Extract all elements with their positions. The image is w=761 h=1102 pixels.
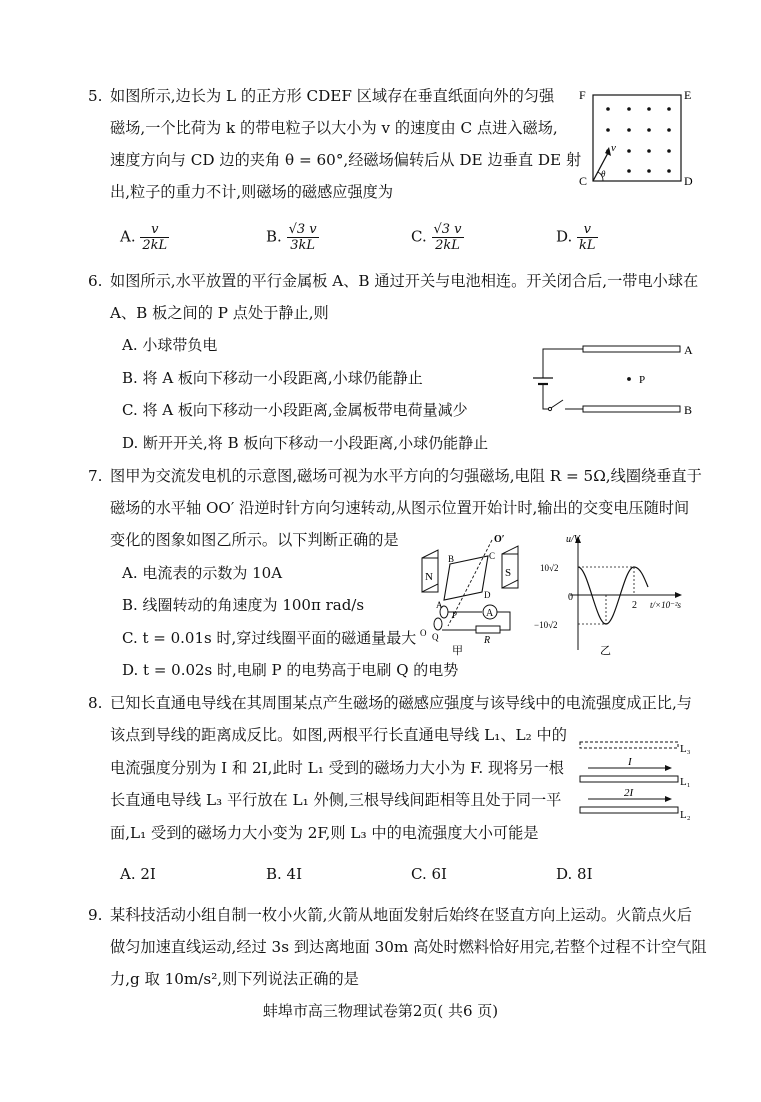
label-O1: O′ [494,534,505,545]
q8-figure [574,732,704,822]
q5-option-d: D. $\frac{v}{kL}$ [556,222,596,253]
q8-line-2: 该点到导线的距离成反比。如图,两根平行长直通电导线 L₁、L₂ 中的 [110,726,567,744]
label-P: P [452,610,458,620]
q8-line-4: 长直通电导线 L₃ 平行放在 L₁ 外侧,三根导线间距相等且处于同一平 [110,791,562,809]
q5-line-4: 出,粒子的重力不计,则磁场的磁感应强度为 [110,183,394,201]
q6-figure [525,336,705,422]
q8-line-3: 电流强度分别为 I 和 2I,此时 L₁ 受到的磁场力大小为 F. 现将另一根 [110,759,564,777]
q8-option-c: C. 6I [411,865,447,883]
current-2I: 2I [624,787,634,799]
caption-jia: 甲 [452,645,463,657]
q7-line-1: 图甲为交流发电机的示意图,磁场可视为水平方向的匀强磁场,电阻 R = 5Ω,线圈绕垂直于 [110,467,702,485]
label-S: S [505,567,512,579]
q8-number: 8. [88,694,103,712]
q5-option-a-fraction: $\frac{v}{2kL}$ [142,222,168,253]
q7-number: 7. [88,467,103,485]
q8-option-a: A. 2I [120,865,156,883]
switch [551,400,563,408]
current-I: I [628,756,632,768]
q5-option-a: A. $\frac{v}{2kL}$ [120,222,168,253]
label-A: A [436,600,443,610]
q9-number: 9. [88,906,103,924]
label-v: v [611,142,616,154]
y-top-tick: 10√2 [540,563,559,573]
q5-line-1: 如图所示,边长为 L 的正方形 CDEF 区域存在垂直纸面向外的匀强 [110,87,555,105]
q6-option-b: B. 将 A 板向下移动一小段距离,小球仍能静止 [122,369,423,387]
q8-option-d: D. 8I [556,865,593,883]
ammeter-label: A [486,608,494,619]
x-tick-2: 2 [632,600,637,611]
q7-line-2: 磁场的水平轴 OO′ 沿逆时针方向匀速转动,从图示位置开始计时,输出的交变电压随时间 [110,499,690,517]
q7-option-a: A. 电流表的示数为 10A [122,564,283,582]
q8-line-1: 已知长直通电导线在其周围某点产生磁场的磁感应强度与该导线中的电流强度成正比,与 [110,694,692,712]
q5-number: 5. [88,87,103,105]
caption-yi: 乙 [600,645,611,657]
q5-figure [575,85,700,195]
resistor-R [476,626,500,633]
q7-voltage-graph [530,532,705,660]
label-N: N [425,571,433,583]
q9-line-3: 力,g 取 10m/s²,则下列说法正确的是 [110,970,359,988]
label-F: F [579,88,586,102]
ball-P [627,377,631,381]
wire-L1 [580,776,678,782]
q6-line-2: A、B 板之间的 P 点处于静止,则 [110,304,329,322]
plate-A [583,346,680,352]
q5-line-3: 速度方向与 CD 边的夹角 θ = 60°,经磁场偏转后从 DE 边垂直 DE 射 [110,151,582,169]
q8-line-5: 面,L₁ 受到的磁场力大小变为 2F,则 L₃ 中的电流强度大小可能是 [110,824,539,842]
wire-L2 [580,807,678,813]
q5-line-2: 磁场,一个比荷为 k 的带电粒子以大小为 v 的速度由 C 点进入磁场, [110,119,558,137]
label-L1: L₁ [680,776,691,788]
origin-label: 0 [568,592,573,603]
q5-option-d-fraction: $\frac{v}{kL}$ [579,222,596,253]
label-Q: Q [432,632,439,642]
label-D: D [484,590,491,600]
q5-option-b: B. $\frac{√3 v}{3kL}$ [266,222,317,253]
label-O: O [420,628,427,638]
q9-line-2: 做匀加速直线运动,经过 3s 到达离地面 30m 高处时燃料恰好用完,若整个过程不计空气阻 [110,938,707,956]
q8-option-b: B. 4I [266,865,303,883]
q9-line-1: 某科技活动小组自制一枚小火箭,火箭从地面发射后始终在竖直方向上运动。火箭点火后 [110,906,692,924]
field-dots [606,107,671,173]
q5-option-c: C. $\frac{√3 v}{2kL}$ [411,222,462,253]
q7-option-b: B. 线圈转动的角速度为 100π rad/s [122,596,365,614]
q6-option-c: C. 将 A 板向下移动一小段距离,金属板带电荷量减少 [122,401,468,419]
label-D: D [684,174,693,188]
label-B: B [684,403,693,417]
x-label: t/×10⁻²s [650,600,682,610]
label-L3: L₃ [680,743,691,755]
q7-option-d: D. t = 0.02s 时,电刷 P 的电势高于电刷 Q 的电势 [122,661,459,679]
q7-line-3: 变化的图象如图乙所示。以下判断正确的是 [110,531,399,549]
page-footer: 蚌埠市高三物理试卷第2页( 共6 页) [262,1002,499,1020]
label-B: B [448,554,455,564]
label-theta: θ [601,169,606,179]
slip-ring-2 [434,618,442,630]
y-label: u/V [566,534,580,545]
slip-ring-1 [440,606,448,618]
y-bottom-tick: −10√2 [534,620,558,630]
label-A: A [684,343,693,357]
plate-B [583,406,680,412]
label-C: C [489,551,496,561]
q6-option-d: D. 断开开关,将 B 板向下移动一小段距离,小球仍能静止 [122,434,489,452]
q6-option-a: A. 小球带负电 [122,336,218,354]
q7-generator-figure [412,532,542,660]
q5-option-b-fraction: $\frac{√3 v}{3kL}$ [288,222,317,253]
wire-L3 [580,742,678,748]
label-E: E [684,88,692,102]
label-C: C [579,174,588,188]
label-R: R [484,635,491,646]
q6-line-1: 如图所示,水平放置的平行金属板 A、B 通过开关与电池相连。开关闭合后,一带电小球在 [110,272,699,290]
q7-option-c: C. t = 0.01s 时,穿过线圈平面的磁通量最大 [122,629,417,647]
q5-option-c-fraction: $\frac{√3 v}{2kL}$ [433,222,462,253]
label-L2: L₂ [680,809,691,821]
label-P: P [639,374,646,386]
q6-number: 6. [88,272,103,290]
